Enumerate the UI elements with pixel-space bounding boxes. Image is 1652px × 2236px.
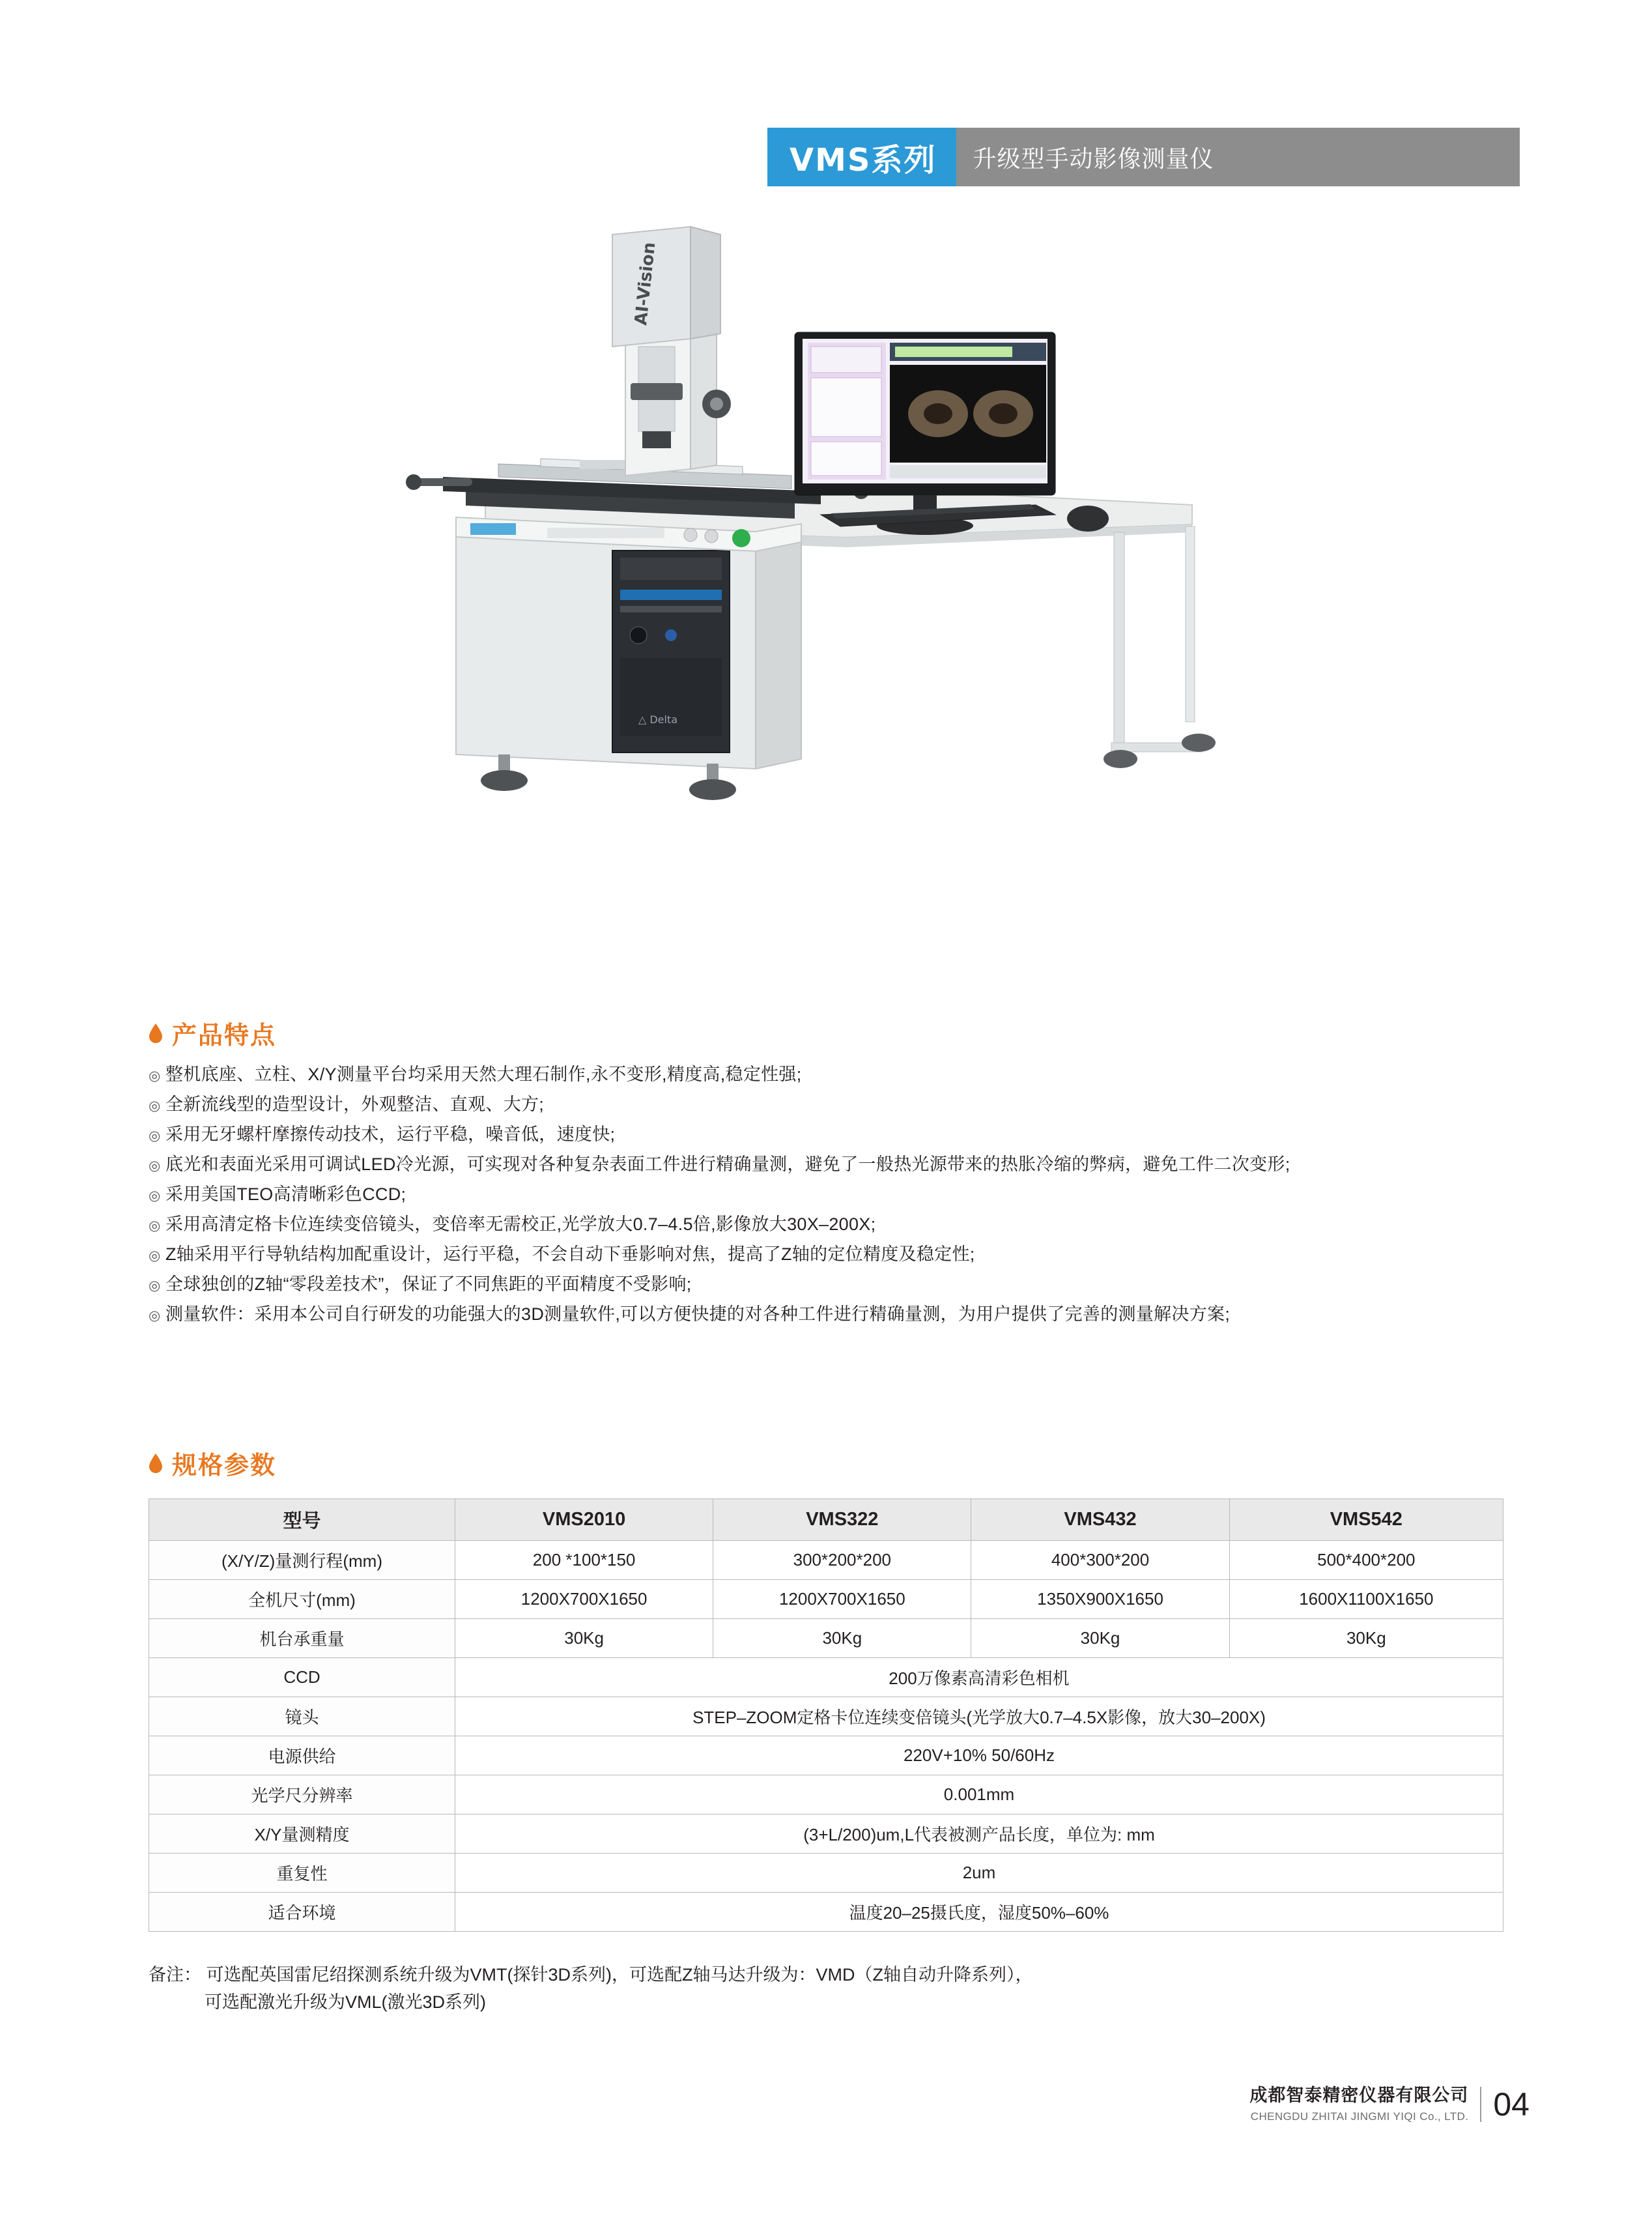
cell: 200 *100*150 xyxy=(455,1541,713,1580)
cell-merged: 2um xyxy=(455,1854,1503,1893)
table-row xyxy=(149,1619,1503,1658)
page-footer xyxy=(1249,2085,1530,2123)
bullet-icon: ◎ xyxy=(149,1068,161,1083)
table-row xyxy=(149,1854,1503,1893)
row-label: CCD xyxy=(149,1658,455,1697)
cell-merged: 0.001mm xyxy=(455,1775,1503,1814)
list-item xyxy=(149,1123,1530,1146)
table-row xyxy=(149,1775,1503,1814)
list-item xyxy=(149,1183,1530,1206)
features-heading-text: 产品特点 xyxy=(172,1022,277,1050)
cell-merged: 220V+10% 50/60Hz xyxy=(455,1736,1503,1775)
company-name-cn: 成都智泰精密仪器有限公司 xyxy=(1249,2086,1469,2105)
table-note xyxy=(149,1961,1517,2016)
cell: 1600X1100X1650 xyxy=(1229,1580,1503,1619)
table-row xyxy=(149,1893,1503,1932)
row-label: (X/Y/Z)量测行程(mm) xyxy=(149,1541,455,1580)
table-row xyxy=(149,1580,1503,1619)
feature-text: Z轴采用平行导轨结构加配重设计，运行平稳，不会自动下垂影响对焦，提高了Z轴的定位精度及稳定性; xyxy=(165,1244,975,1264)
header-banner xyxy=(767,128,1520,186)
banner-series-title: VMS系列 xyxy=(767,128,956,186)
column-header-vms432: VMS432 xyxy=(971,1499,1229,1541)
company-block xyxy=(1249,2085,1468,2123)
cell: 30Kg xyxy=(971,1619,1229,1658)
bullet-icon: ◎ xyxy=(149,1308,161,1323)
feature-text: 全球独创的Z轴“零段差技术”，保证了不同焦距的平面精度不受影响; xyxy=(165,1274,692,1294)
bullet-icon: ◎ xyxy=(149,1158,161,1173)
bullet-icon: ◎ xyxy=(149,1218,161,1233)
cell: 30Kg xyxy=(1229,1619,1503,1658)
cell: 1350X900X1650 xyxy=(971,1580,1229,1619)
list-item xyxy=(149,1093,1530,1116)
row-label: X/Y量测精度 xyxy=(149,1814,455,1854)
feature-text: 采用高清定格卡位连续变倍镜头，变倍率无需校正,光学放大0.7–4.5倍,影像放大30X–200X; xyxy=(165,1214,876,1234)
table-header-row xyxy=(149,1499,1503,1541)
features-section-heading xyxy=(149,1015,276,1051)
features-list xyxy=(149,1063,1530,1333)
banner-subtitle: 升级型手动影像测量仪 xyxy=(956,128,1520,186)
specifications-table xyxy=(149,1498,1503,1932)
feature-text: 采用美国TEO高清晰彩色CCD; xyxy=(165,1184,406,1204)
water-drop-icon xyxy=(149,1454,163,1473)
svg-text:△ Delta: △ Delta xyxy=(638,713,678,726)
row-label: 光学尺分辨率 xyxy=(149,1775,455,1814)
product-photo xyxy=(352,208,1251,945)
table-row xyxy=(149,1814,1503,1854)
column-header-vms542: VMS542 xyxy=(1229,1499,1503,1541)
list-item xyxy=(149,1213,1530,1236)
cell-merged: 200万像素高清彩色相机 xyxy=(455,1658,1503,1697)
feature-text: 整机底座、立柱、X/Y测量平台均采用天然大理石制作,永不变形,精度高,稳定性强; xyxy=(165,1065,802,1084)
cell: 30Kg xyxy=(713,1619,971,1658)
bullet-icon: ◎ xyxy=(149,1278,161,1293)
bullet-icon: ◎ xyxy=(149,1128,161,1143)
column-header-model: 型号 xyxy=(149,1499,455,1541)
cell: 400*300*200 xyxy=(971,1541,1229,1580)
feature-text: 全新流线型的造型设计，外观整洁、直观、大方; xyxy=(165,1095,545,1114)
list-item xyxy=(149,1243,1530,1266)
table-row xyxy=(149,1736,1503,1775)
cell: 30Kg xyxy=(455,1619,713,1658)
row-label: 重复性 xyxy=(149,1854,455,1893)
note-line-1: 备注： 可选配英国雷尼绍探测系统升级为VMT(探针3D系列)，可选配Z轴马达升级为：VMD（Z轴自动升降系列）， xyxy=(149,1965,1033,1985)
list-item xyxy=(149,1063,1530,1086)
column-header-vms322: VMS322 xyxy=(713,1499,971,1541)
cell: 1200X700X1650 xyxy=(713,1580,971,1619)
row-label: 适合环境 xyxy=(149,1893,455,1932)
cell: 300*200*200 xyxy=(713,1541,971,1580)
cell-merged: 温度20–25摄氏度，湿度50%–60% xyxy=(455,1893,1503,1932)
list-item xyxy=(149,1153,1530,1176)
svg-text:AI-Vision: AI-Vision xyxy=(631,241,660,326)
list-item xyxy=(149,1303,1530,1326)
table-row xyxy=(149,1658,1503,1697)
bullet-icon: ◎ xyxy=(149,1248,161,1263)
bullet-icon: ◎ xyxy=(149,1188,161,1203)
cell-merged: (3+L/200)um,L代表被测产品长度，单位为: mm xyxy=(455,1814,1503,1854)
row-label: 镜头 xyxy=(149,1697,455,1736)
cell: 500*400*200 xyxy=(1229,1541,1503,1580)
note-line-2: 可选配激光升级为VML(激光3D系列) xyxy=(205,1992,487,2012)
table-row xyxy=(149,1697,1503,1736)
feature-text: 采用无牙螺杆摩擦传动技术，运行平稳，噪音低，速度快; xyxy=(165,1125,616,1144)
specs-heading-text: 规格参数 xyxy=(172,1452,277,1480)
page-number: 04 xyxy=(1493,2086,1530,2123)
row-label: 电源供给 xyxy=(149,1736,455,1775)
column-header-vms2010: VMS2010 xyxy=(455,1499,713,1541)
feature-text: 底光和表面光采用可调试LED冷光源，可实现对各种复杂表面工件进行精确量测，避免了一般热光源带来的热胀冷缩的弊病，避免工件二次变形; xyxy=(165,1154,1290,1174)
cell: 1200X700X1650 xyxy=(455,1580,713,1619)
row-label: 全机尺寸(mm) xyxy=(149,1580,455,1619)
bullet-icon: ◎ xyxy=(149,1098,161,1113)
table-row xyxy=(149,1541,1503,1580)
list-item xyxy=(149,1273,1530,1296)
specs-section-heading xyxy=(149,1445,276,1481)
company-name-en: CHENGDU ZHITAI JINGMI YIQI Co., LTD. xyxy=(1250,2110,1469,2123)
cell-merged: STEP–ZOOM定格卡位连续变倍镜头(光学放大0.7–4.5X影像，放大30–200X) xyxy=(455,1697,1503,1736)
footer-divider xyxy=(1480,2087,1481,2122)
water-drop-icon xyxy=(149,1024,163,1043)
feature-text: 测量软件：采用本公司自行研发的功能强大的3D测量软件,可以方便快捷的对各种工件进行精确量测，为用户提供了完善的测量解决方案; xyxy=(165,1304,1231,1324)
row-label: 机台承重量 xyxy=(149,1619,455,1658)
